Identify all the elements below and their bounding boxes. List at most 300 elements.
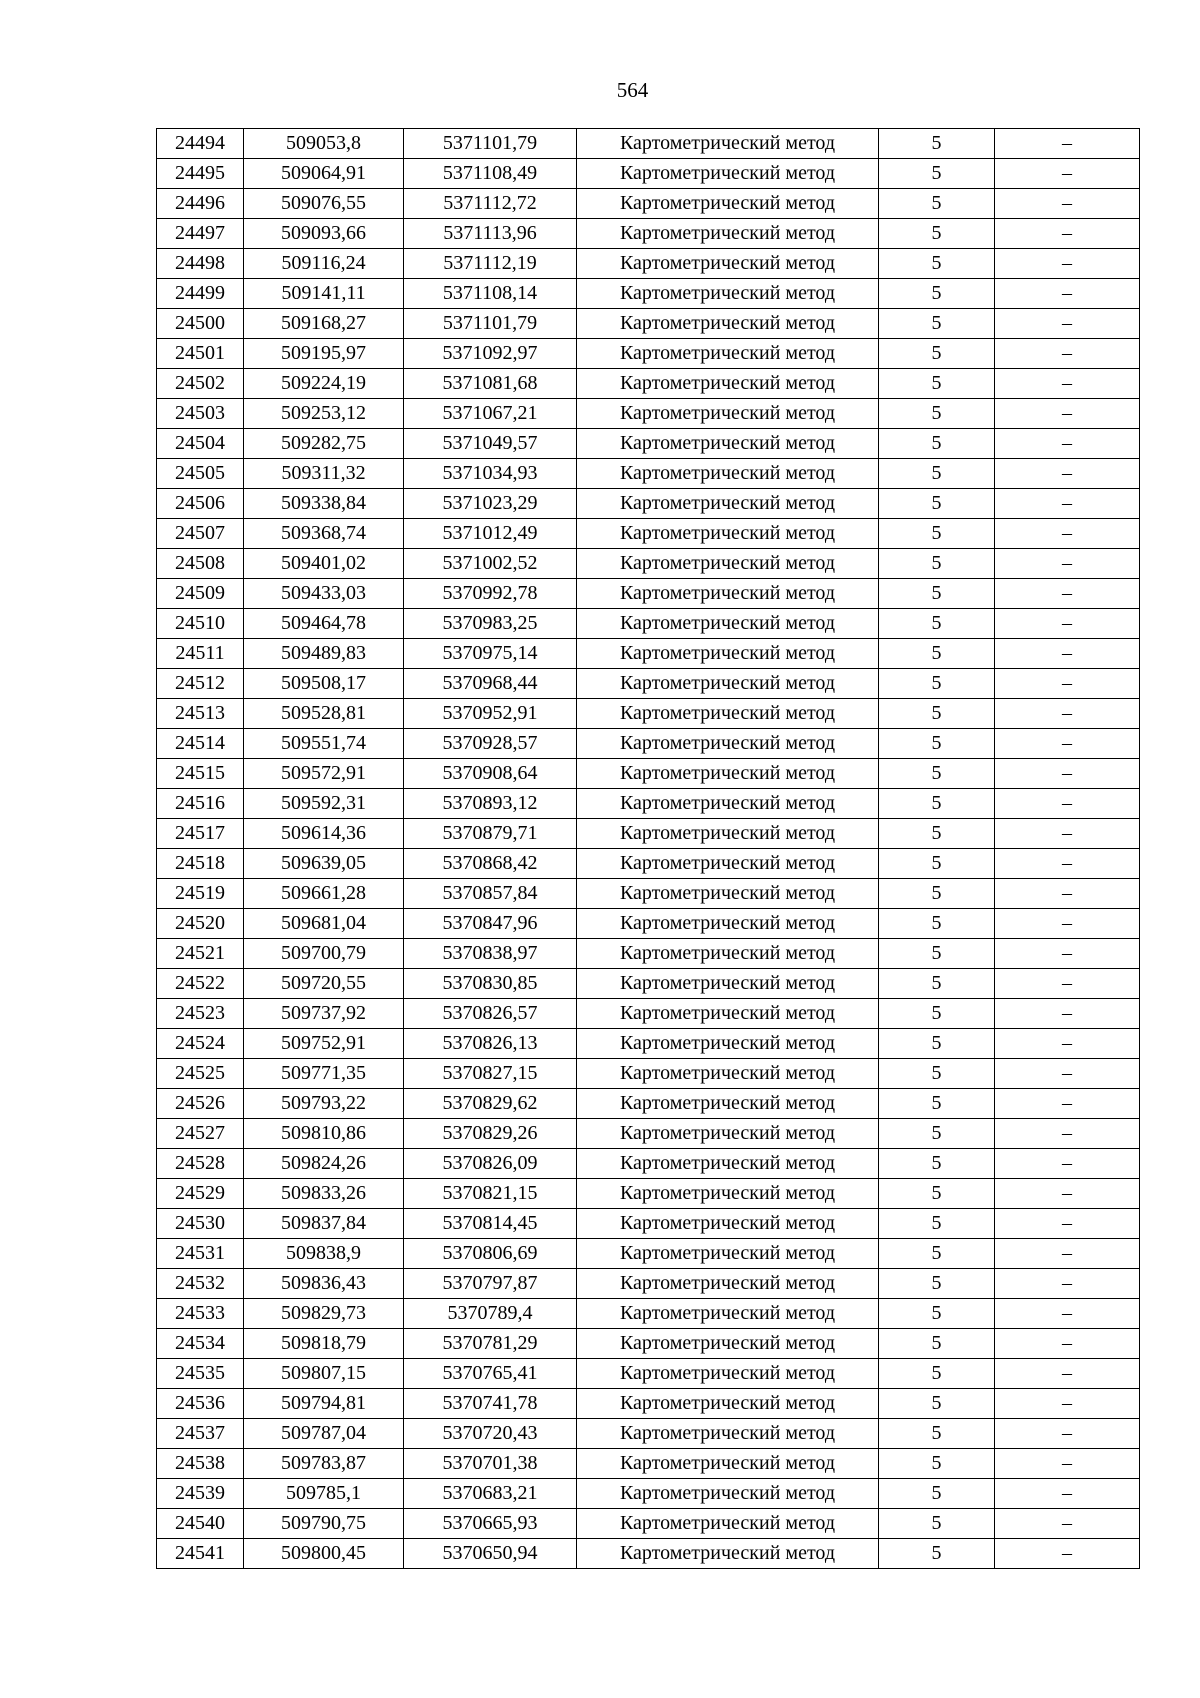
table-row [157,459,1140,489]
y-coordinate-cell: 5370992,78 [404,579,577,609]
method-cell: Картометрический метод [577,1119,879,1149]
y-coordinate-cell: 5370838,97 [404,939,577,969]
table-row [157,1329,1140,1359]
description-cell: – [995,159,1140,189]
precision-cell: 5 [879,699,995,729]
point-number-cell: 24510 [157,609,244,639]
precision-cell: 5 [879,1509,995,1539]
y-coordinate-cell: 5370830,85 [404,969,577,999]
point-number-cell: 24506 [157,489,244,519]
x-coordinate-cell: 509508,17 [244,669,404,699]
description-cell: – [995,1329,1140,1359]
point-number-cell: 24521 [157,939,244,969]
point-number-cell: 24527 [157,1119,244,1149]
x-coordinate-cell: 509800,45 [244,1539,404,1569]
point-number-cell: 24522 [157,969,244,999]
description-cell: – [995,429,1140,459]
method-cell: Картометрический метод [577,1179,879,1209]
point-number-cell: 24497 [157,219,244,249]
table-row [157,189,1140,219]
description-cell: – [995,789,1140,819]
point-number-cell: 24505 [157,459,244,489]
x-coordinate-cell: 509076,55 [244,189,404,219]
point-number-cell: 24514 [157,729,244,759]
y-coordinate-cell: 5370826,09 [404,1149,577,1179]
description-cell: – [995,399,1140,429]
x-coordinate-cell: 509528,81 [244,699,404,729]
method-cell: Картометрический метод [577,849,879,879]
point-number-cell: 24511 [157,639,244,669]
y-coordinate-cell: 5370741,78 [404,1389,577,1419]
y-coordinate-cell: 5370806,69 [404,1239,577,1269]
precision-cell: 5 [879,669,995,699]
table-row [157,339,1140,369]
description-cell: – [995,489,1140,519]
y-coordinate-cell: 5371067,21 [404,399,577,429]
method-cell: Картометрический метод [577,219,879,249]
point-number-cell: 24530 [157,1209,244,1239]
precision-cell: 5 [879,369,995,399]
precision-cell: 5 [879,1239,995,1269]
y-coordinate-cell: 5370720,43 [404,1419,577,1449]
precision-cell: 5 [879,549,995,579]
table-row [157,489,1140,519]
coordinates-table-body [157,129,1140,1569]
x-coordinate-cell: 509311,32 [244,459,404,489]
x-coordinate-cell: 509785,1 [244,1479,404,1509]
x-coordinate-cell: 509810,86 [244,1119,404,1149]
point-number-cell: 24528 [157,1149,244,1179]
method-cell: Картометрический метод [577,1029,879,1059]
y-coordinate-cell: 5371108,49 [404,159,577,189]
method-cell: Картометрический метод [577,699,879,729]
y-coordinate-cell: 5371023,29 [404,489,577,519]
method-cell: Картометрический метод [577,1359,879,1389]
method-cell: Картометрический метод [577,429,879,459]
precision-cell: 5 [879,999,995,1029]
description-cell: – [995,1299,1140,1329]
x-coordinate-cell: 509737,92 [244,999,404,1029]
description-cell: – [995,1389,1140,1419]
y-coordinate-cell: 5370879,71 [404,819,577,849]
precision-cell: 5 [879,759,995,789]
description-cell: – [995,1419,1140,1449]
method-cell: Картометрический метод [577,639,879,669]
description-cell: – [995,939,1140,969]
point-number-cell: 24502 [157,369,244,399]
point-number-cell: 24532 [157,1269,244,1299]
x-coordinate-cell: 509752,91 [244,1029,404,1059]
y-coordinate-cell: 5370857,84 [404,879,577,909]
method-cell: Картометрический метод [577,279,879,309]
method-cell: Картометрический метод [577,1299,879,1329]
y-coordinate-cell: 5370827,15 [404,1059,577,1089]
precision-cell: 5 [879,939,995,969]
precision-cell: 5 [879,1029,995,1059]
table-row [157,1149,1140,1179]
point-number-cell: 24513 [157,699,244,729]
point-number-cell: 24537 [157,1419,244,1449]
point-number-cell: 24507 [157,519,244,549]
y-coordinate-cell: 5370781,29 [404,1329,577,1359]
table-row [157,1419,1140,1449]
x-coordinate-cell: 509224,19 [244,369,404,399]
x-coordinate-cell: 509771,35 [244,1059,404,1089]
x-coordinate-cell: 509433,03 [244,579,404,609]
precision-cell: 5 [879,1359,995,1389]
table-row [157,699,1140,729]
precision-cell: 5 [879,1209,995,1239]
method-cell: Картометрический метод [577,1209,879,1239]
table-row [157,1119,1140,1149]
point-number-cell: 24531 [157,1239,244,1269]
method-cell: Картометрический метод [577,519,879,549]
x-coordinate-cell: 509195,97 [244,339,404,369]
table-row [157,849,1140,879]
point-number-cell: 24525 [157,1059,244,1089]
point-number-cell: 24540 [157,1509,244,1539]
y-coordinate-cell: 5371101,79 [404,129,577,159]
table-row [157,1179,1140,1209]
x-coordinate-cell: 509338,84 [244,489,404,519]
x-coordinate-cell: 509787,04 [244,1419,404,1449]
point-number-cell: 24526 [157,1089,244,1119]
x-coordinate-cell: 509833,26 [244,1179,404,1209]
precision-cell: 5 [879,189,995,219]
table-row [157,1029,1140,1059]
precision-cell: 5 [879,1329,995,1359]
precision-cell: 5 [879,729,995,759]
method-cell: Картометрический метод [577,819,879,849]
y-coordinate-cell: 5370975,14 [404,639,577,669]
method-cell: Картометрический метод [577,759,879,789]
description-cell: – [995,369,1140,399]
y-coordinate-cell: 5370968,44 [404,669,577,699]
table-row [157,1269,1140,1299]
method-cell: Картометрический метод [577,1539,879,1569]
x-coordinate-cell: 509720,55 [244,969,404,999]
description-cell: – [995,1479,1140,1509]
method-cell: Картометрический метод [577,1059,879,1089]
x-coordinate-cell: 509572,91 [244,759,404,789]
method-cell: Картометрический метод [577,729,879,759]
point-number-cell: 24498 [157,249,244,279]
table-row [157,249,1140,279]
description-cell: – [995,189,1140,219]
y-coordinate-cell: 5370683,21 [404,1479,577,1509]
precision-cell: 5 [879,339,995,369]
method-cell: Картометрический метод [577,1389,879,1419]
y-coordinate-cell: 5370952,91 [404,699,577,729]
description-cell: – [995,759,1140,789]
point-number-cell: 24539 [157,1479,244,1509]
method-cell: Картометрический метод [577,1479,879,1509]
description-cell: – [995,1149,1140,1179]
precision-cell: 5 [879,219,995,249]
table-row [157,1059,1140,1089]
y-coordinate-cell: 5370893,12 [404,789,577,819]
x-coordinate-cell: 509793,22 [244,1089,404,1119]
description-cell: – [995,849,1140,879]
description-cell: – [995,1269,1140,1299]
table-row [157,159,1140,189]
table-row [157,1389,1140,1419]
method-cell: Картометрический метод [577,159,879,189]
table-row [157,369,1140,399]
description-cell: – [995,519,1140,549]
x-coordinate-cell: 509282,75 [244,429,404,459]
y-coordinate-cell: 5371112,72 [404,189,577,219]
description-cell: – [995,1209,1140,1239]
precision-cell: 5 [879,1269,995,1299]
point-number-cell: 24538 [157,1449,244,1479]
x-coordinate-cell: 509824,26 [244,1149,404,1179]
description-cell: – [995,1509,1140,1539]
y-coordinate-cell: 5371034,93 [404,459,577,489]
table-row [157,1479,1140,1509]
table-row [157,669,1140,699]
y-coordinate-cell: 5370797,87 [404,1269,577,1299]
description-cell: – [995,909,1140,939]
x-coordinate-cell: 509168,27 [244,309,404,339]
method-cell: Картометрический метод [577,249,879,279]
table-row [157,999,1140,1029]
table-row [157,129,1140,159]
description-cell: – [995,279,1140,309]
table-row [157,759,1140,789]
description-cell: – [995,639,1140,669]
x-coordinate-cell: 509401,02 [244,549,404,579]
precision-cell: 5 [879,249,995,279]
table-row [157,219,1140,249]
description-cell: – [995,999,1140,1029]
description-cell: – [995,129,1140,159]
description-cell: – [995,879,1140,909]
method-cell: Картометрический метод [577,1449,879,1479]
description-cell: – [995,339,1140,369]
table-row [157,819,1140,849]
precision-cell: 5 [879,279,995,309]
point-number-cell: 24494 [157,129,244,159]
method-cell: Картометрический метод [577,909,879,939]
table-row [157,909,1140,939]
table-row [157,1089,1140,1119]
table-row [157,1449,1140,1479]
precision-cell: 5 [879,1479,995,1509]
method-cell: Картометрический метод [577,369,879,399]
table-row [157,519,1140,549]
x-coordinate-cell: 509837,84 [244,1209,404,1239]
method-cell: Картометрический метод [577,1149,879,1179]
point-number-cell: 24503 [157,399,244,429]
y-coordinate-cell: 5370765,41 [404,1359,577,1389]
table-row [157,1299,1140,1329]
point-number-cell: 24512 [157,669,244,699]
x-coordinate-cell: 509551,74 [244,729,404,759]
x-coordinate-cell: 509116,24 [244,249,404,279]
method-cell: Картометрический метод [577,789,879,819]
point-number-cell: 24509 [157,579,244,609]
table-row [157,1209,1140,1239]
point-number-cell: 24533 [157,1299,244,1329]
table-row [157,1509,1140,1539]
x-coordinate-cell: 509464,78 [244,609,404,639]
point-number-cell: 24541 [157,1539,244,1569]
precision-cell: 5 [879,309,995,339]
table-row [157,579,1140,609]
precision-cell: 5 [879,789,995,819]
table-row [157,969,1140,999]
method-cell: Картометрический метод [577,309,879,339]
x-coordinate-cell: 509368,74 [244,519,404,549]
x-coordinate-cell: 509639,05 [244,849,404,879]
precision-cell: 5 [879,1119,995,1149]
point-number-cell: 24516 [157,789,244,819]
description-cell: – [995,609,1140,639]
point-number-cell: 24499 [157,279,244,309]
method-cell: Картометрический метод [577,549,879,579]
page-number: 564 [616,78,649,102]
point-number-cell: 24517 [157,819,244,849]
description-cell: – [995,699,1140,729]
table-row [157,879,1140,909]
method-cell: Картометрический метод [577,999,879,1029]
x-coordinate-cell: 509661,28 [244,879,404,909]
y-coordinate-cell: 5370908,64 [404,759,577,789]
precision-cell: 5 [879,429,995,459]
point-number-cell: 24523 [157,999,244,1029]
y-coordinate-cell: 5370928,57 [404,729,577,759]
precision-cell: 5 [879,129,995,159]
coordinates-table [156,128,1140,1569]
description-cell: – [995,1449,1140,1479]
precision-cell: 5 [879,399,995,429]
x-coordinate-cell: 509681,04 [244,909,404,939]
precision-cell: 5 [879,609,995,639]
description-cell: – [995,1359,1140,1389]
method-cell: Картометрический метод [577,1419,879,1449]
x-coordinate-cell: 509807,15 [244,1359,404,1389]
point-number-cell: 24496 [157,189,244,219]
method-cell: Картометрический метод [577,1329,879,1359]
y-coordinate-cell: 5371113,96 [404,219,577,249]
point-number-cell: 24536 [157,1389,244,1419]
precision-cell: 5 [879,1539,995,1569]
x-coordinate-cell: 509592,31 [244,789,404,819]
description-cell: – [995,1239,1140,1269]
precision-cell: 5 [879,969,995,999]
precision-cell: 5 [879,1419,995,1449]
method-cell: Картометрический метод [577,459,879,489]
x-coordinate-cell: 509489,83 [244,639,404,669]
precision-cell: 5 [879,579,995,609]
method-cell: Картометрический метод [577,339,879,369]
table-row [157,1539,1140,1569]
point-number-cell: 24501 [157,339,244,369]
precision-cell: 5 [879,819,995,849]
y-coordinate-cell: 5370701,38 [404,1449,577,1479]
y-coordinate-cell: 5370829,62 [404,1089,577,1119]
point-number-cell: 24529 [157,1179,244,1209]
x-coordinate-cell: 509829,73 [244,1299,404,1329]
precision-cell: 5 [879,849,995,879]
x-coordinate-cell: 509783,87 [244,1449,404,1479]
method-cell: Картометрический метод [577,1239,879,1269]
method-cell: Картометрический метод [577,939,879,969]
method-cell: Картометрический метод [577,969,879,999]
x-coordinate-cell: 509700,79 [244,939,404,969]
table-row [157,609,1140,639]
point-number-cell: 24535 [157,1359,244,1389]
point-number-cell: 24495 [157,159,244,189]
description-cell: – [995,309,1140,339]
precision-cell: 5 [879,1149,995,1179]
description-cell: – [995,219,1140,249]
x-coordinate-cell: 509253,12 [244,399,404,429]
precision-cell: 5 [879,1179,995,1209]
x-coordinate-cell: 509838,9 [244,1239,404,1269]
precision-cell: 5 [879,1389,995,1419]
x-coordinate-cell: 509053,8 [244,129,404,159]
table-row [157,309,1140,339]
x-coordinate-cell: 509064,91 [244,159,404,189]
y-coordinate-cell: 5370826,13 [404,1029,577,1059]
table-row [157,1239,1140,1269]
point-number-cell: 24500 [157,309,244,339]
description-cell: – [995,1059,1140,1089]
description-cell: – [995,1179,1140,1209]
point-number-cell: 24524 [157,1029,244,1059]
point-number-cell: 24515 [157,759,244,789]
x-coordinate-cell: 509141,11 [244,279,404,309]
method-cell: Картометрический метод [577,579,879,609]
y-coordinate-cell: 5371112,19 [404,249,577,279]
description-cell: – [995,1029,1140,1059]
x-coordinate-cell: 509790,75 [244,1509,404,1539]
description-cell: – [995,1089,1140,1119]
table-row [157,549,1140,579]
table-row [157,939,1140,969]
x-coordinate-cell: 509818,79 [244,1329,404,1359]
precision-cell: 5 [879,909,995,939]
x-coordinate-cell: 509836,43 [244,1269,404,1299]
point-number-cell: 24508 [157,549,244,579]
description-cell: – [995,729,1140,759]
method-cell: Картометрический метод [577,609,879,639]
method-cell: Картометрический метод [577,489,879,519]
y-coordinate-cell: 5371012,49 [404,519,577,549]
y-coordinate-cell: 5370650,94 [404,1539,577,1569]
x-coordinate-cell: 509093,66 [244,219,404,249]
description-cell: – [995,969,1140,999]
y-coordinate-cell: 5370789,4 [404,1299,577,1329]
precision-cell: 5 [879,1449,995,1479]
precision-cell: 5 [879,639,995,669]
point-number-cell: 24520 [157,909,244,939]
table-row [157,729,1140,759]
y-coordinate-cell: 5370821,15 [404,1179,577,1209]
x-coordinate-cell: 509614,36 [244,819,404,849]
table-row [157,279,1140,309]
y-coordinate-cell: 5371081,68 [404,369,577,399]
method-cell: Картометрический метод [577,879,879,909]
y-coordinate-cell: 5371002,52 [404,549,577,579]
y-coordinate-cell: 5371108,14 [404,279,577,309]
method-cell: Картометрический метод [577,1269,879,1299]
point-number-cell: 24504 [157,429,244,459]
y-coordinate-cell: 5370868,42 [404,849,577,879]
y-coordinate-cell: 5370983,25 [404,609,577,639]
